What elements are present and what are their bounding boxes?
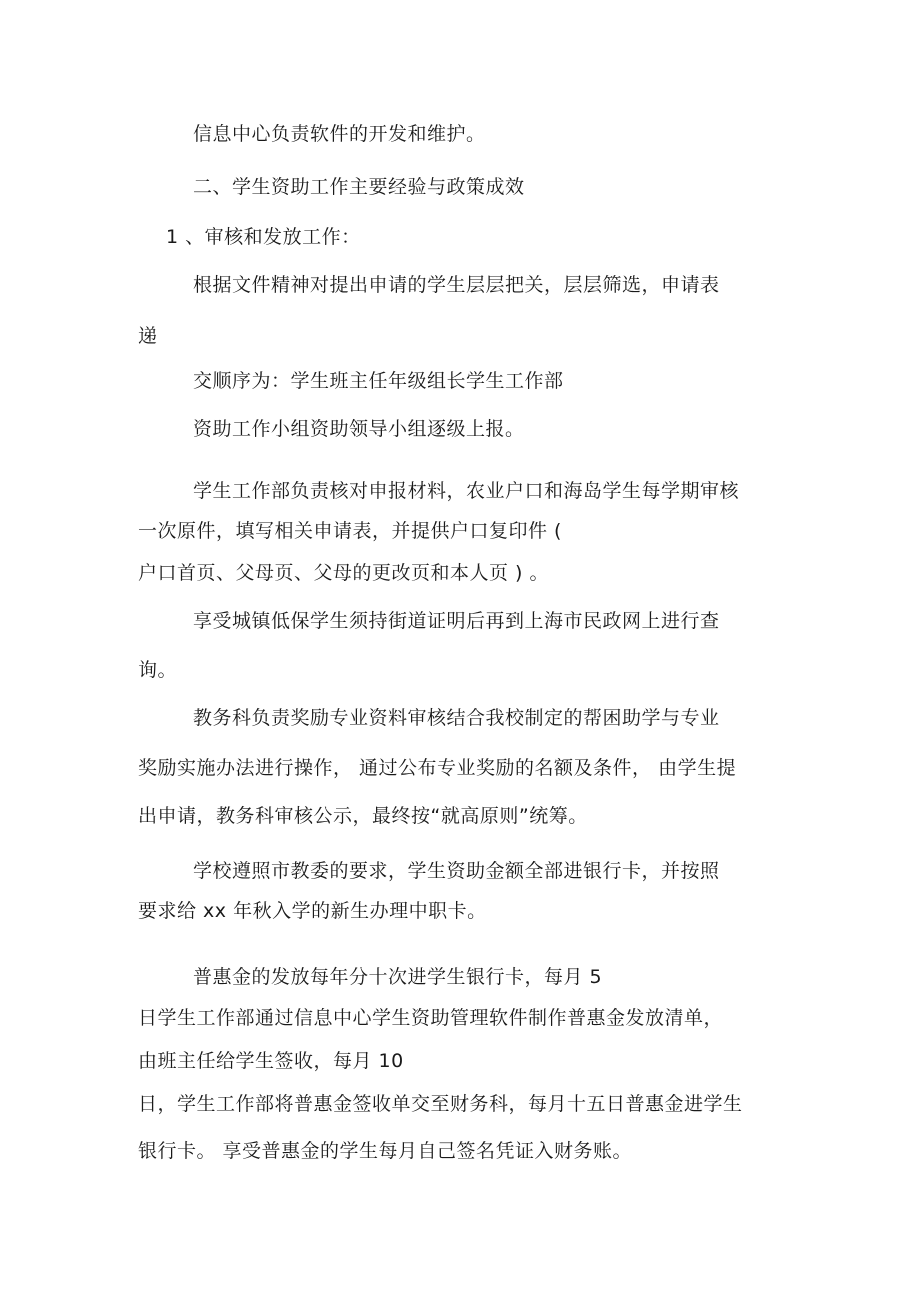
text-line: 教务科负责奖励专业资料审核结合我校制定的帮困助学与专业	[193, 707, 720, 729]
text-line: 银行卡。 享受普惠金的学生每月自己签名凭证入财务账。	[138, 1140, 633, 1162]
text-line: 学生工作部负责核对申报材料，农业户口和海岛学生每学期审核	[193, 480, 740, 502]
text-line: 奖励实施办法进行操作， 通过公布专业奖励的名额及条件， 由学生提	[138, 757, 737, 779]
text-line: 交顺序为：学生班主任年级组长学生工作部	[193, 370, 564, 392]
text-line: 询。	[138, 659, 178, 681]
subsection-heading: 1 、审核和发放工作：	[166, 226, 361, 248]
text-line: 日学生工作部通过信息中心学生资助管理软件制作普惠金发放清单，	[138, 1007, 724, 1029]
text-line: 资助工作小组资助领导小组逐级上报。	[193, 418, 525, 440]
text-line: 日，学生工作部将普惠金签收单交至财务科，每月十五日普惠金进学生	[138, 1093, 743, 1115]
text-line: 由班主任给学生签收，每月 10	[138, 1050, 404, 1072]
text-line: 递	[138, 325, 158, 347]
text-line: 根据文件精神对提出申请的学生层层把关，层层筛选，申请表	[193, 274, 720, 296]
text-line: 一次原件，填写相关申请表，并提供户口复印件 (	[138, 520, 562, 542]
text-line: 普惠金的发放每年分十次进学生银行卡，每月 5	[193, 966, 603, 988]
text-line: 学校遵照市教委的要求，学生资助金额全部进银行卡，并按照	[193, 860, 720, 882]
text-line: 出申请，教务科审核公示，最终按“就高原则”统筹。	[138, 805, 588, 827]
text-line: 要求给 xx 年秋入学的新生办理中职卡。	[138, 900, 487, 922]
text-line: 信息中心负责软件的开发和维护。	[193, 123, 486, 145]
text-line: 户口首页、父母页、父母的更改页和本人页 ) 。	[138, 562, 549, 584]
text-line: 享受城镇低保学生须持街道证明后再到上海市民政网上进行查	[193, 610, 720, 632]
section-heading: 二、学生资助工作主要经验与政策成效	[193, 176, 525, 198]
